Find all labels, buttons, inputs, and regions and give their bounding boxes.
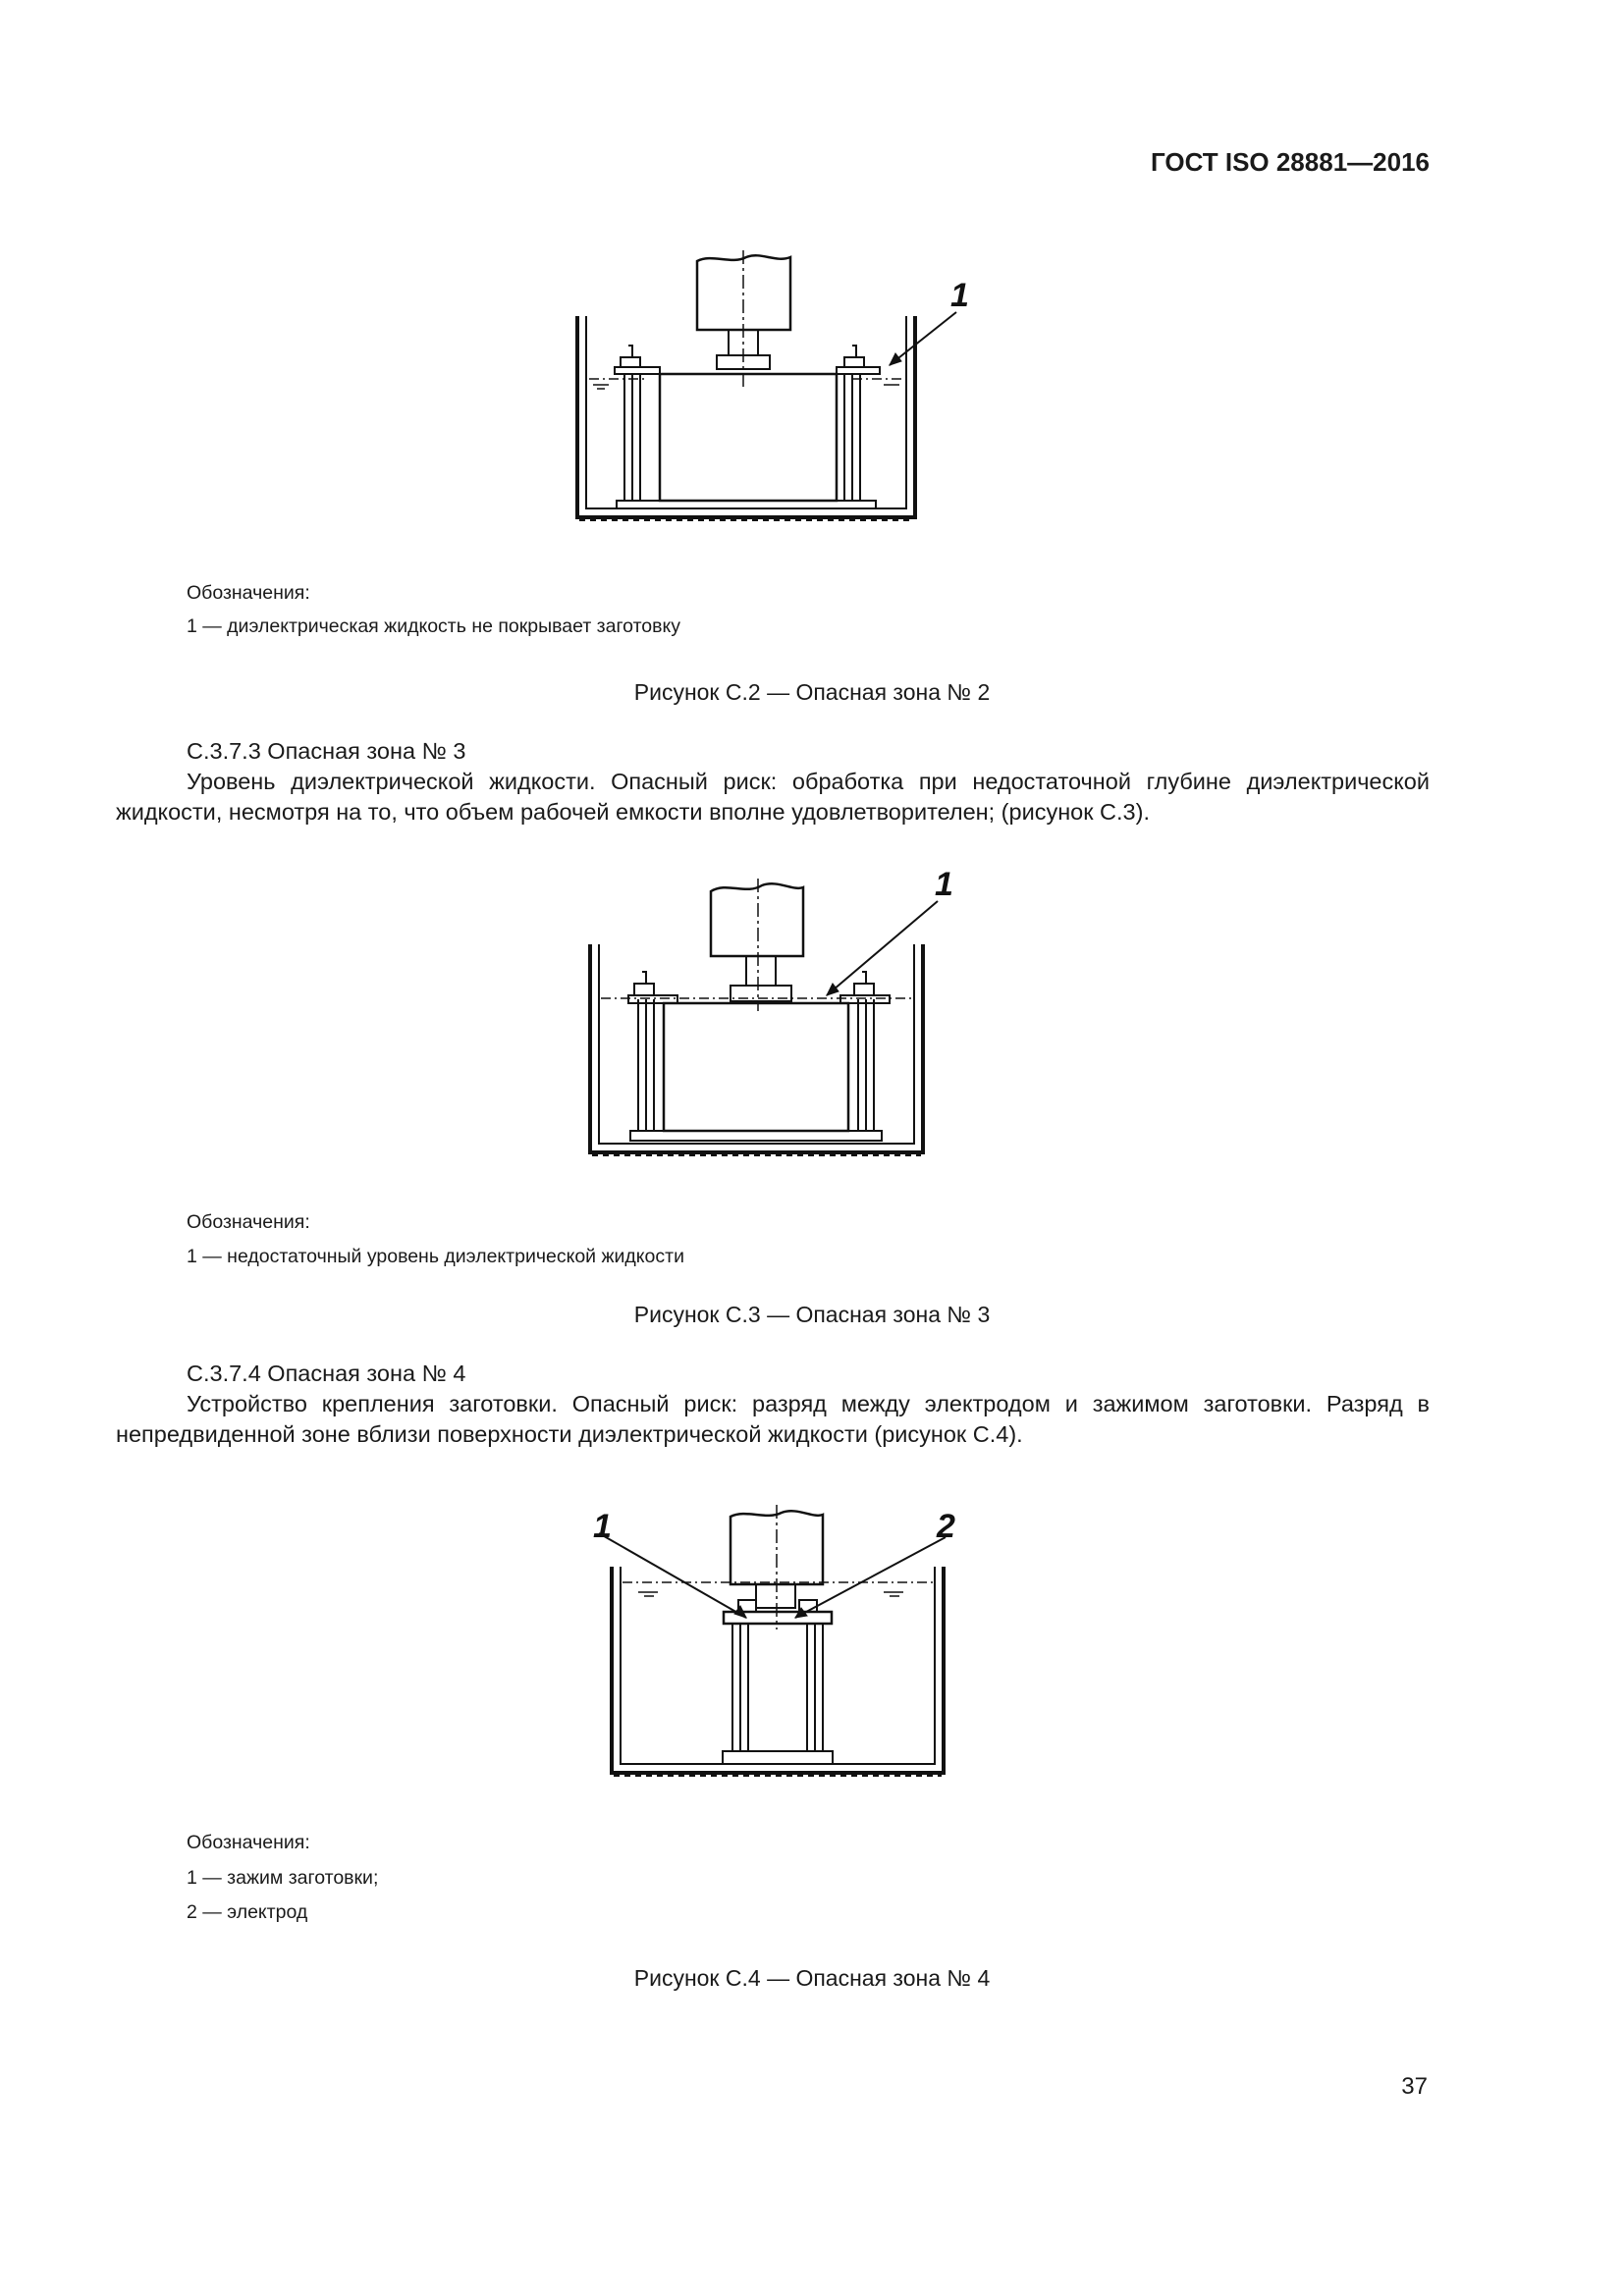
section-c374-text: Устройство крепления заготовки. Опасный риск: разряд между электродом и зажимом заготовки. Разряд в непредвиденной зоне вблизи поверхности диэлектрической жидкости (рисунок С.4). [116, 1391, 1430, 1447]
figure-c4-legend-item-1: 1 — зажим заготовки; [187, 1867, 379, 1889]
section-c373-heading: С.3.7.3 Опасная зона № 3 [187, 738, 466, 764]
figure-c2-legend-title: Обозначения: [187, 582, 310, 604]
figure-c4-callout-2: 2 [937, 1508, 955, 1545]
figure-c3-legend-item-1: 1 — недостаточный уровень диэлектрической жидкости [187, 1246, 684, 1267]
figure-c4-legend-item-2: 2 — электрод [187, 1901, 308, 1923]
figure-c3-callout-1: 1 [935, 866, 953, 903]
page-number: 37 [1401, 2073, 1428, 2100]
figure-c4-caption: Рисунок С.4 — Опасная зона № 4 [633, 1965, 991, 1991]
figure-c2-callout-1: 1 [950, 277, 969, 314]
figure-c4-legend-title: Обозначения: [187, 1832, 310, 1853]
figure-c4-callout-1: 1 [593, 1508, 612, 1545]
section-c373-text: Уровень диэлектрической жидкости. Опасный риск: обработка при недостаточной глубине диэлектрической жидкости, несмотря на то, что объем рабочей емкости вполне удовлетворителен; (рисунок С.3). [116, 769, 1430, 825]
figure-c2-legend-item-1: 1 — диэлектрическая жидкость не покрывает заготовку [187, 615, 680, 637]
section-c374-heading: С.3.7.4 Опасная зона № 4 [187, 1361, 466, 1386]
figure-c3-legend-title: Обозначения: [187, 1211, 310, 1233]
figure-c2-caption: Рисунок С.2 — Опасная зона № 2 [633, 679, 991, 705]
figure-c3-caption: Рисунок С.3 — Опасная зона № 3 [633, 1302, 991, 1327]
document-id: ГОСТ ISO 28881—2016 [1150, 147, 1430, 177]
